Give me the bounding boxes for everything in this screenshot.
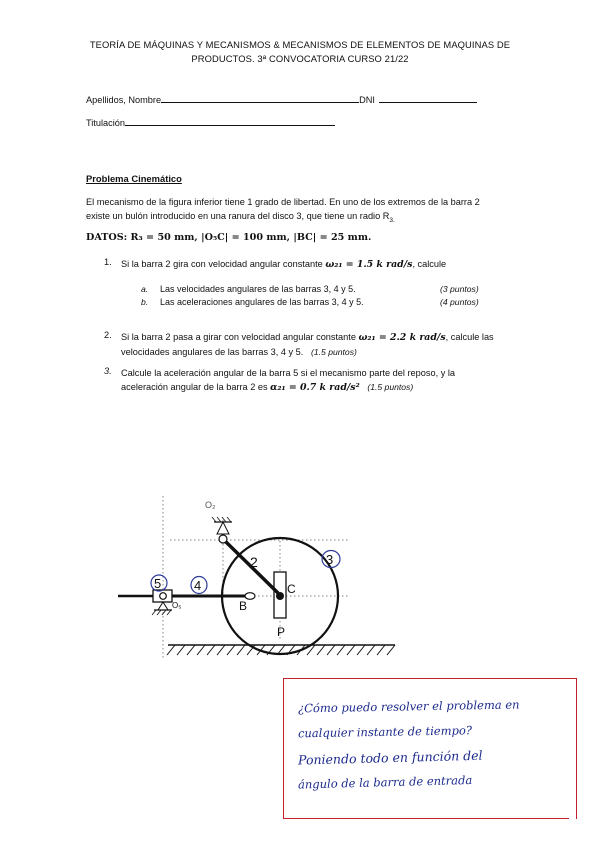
problem-data: DATOS: R₃ = 50 mm, |O₅C| = 100 mm, |BC| = 25 mm. — [86, 232, 372, 243]
q3-points: (1.5 puntos) — [367, 382, 414, 392]
q1b-text: Las aceleraciones angulares de las barras 3, 4 y 5. — [160, 297, 364, 307]
q3-text: Calcule la aceleración angular de la barra 5 si el mecanismo parte del reposo, y la aceleración angular de la barra 2 es α₂₁ = 0.7 k rad/s² (1.5 puntos) — [121, 368, 455, 393]
q1a-text: Las velocidades angulares de las barras 3, 4 y 5. — [160, 284, 356, 294]
label-p: P — [277, 625, 286, 639]
label-o5: O₅ — [172, 601, 182, 610]
name-label: Apellidos, Nombre — [86, 95, 162, 105]
q1-text: Si la barra 2 gira con velocidad angular constante ω₂₁ = 1.5 k rad/s, calcule — [121, 259, 447, 270]
q1-number: 1. — [104, 257, 112, 267]
handwritten-note — [298, 694, 568, 794]
q1a-letter: a. — [141, 284, 149, 294]
construction-lines — [150, 496, 348, 660]
q3-number: 3. — [104, 366, 112, 376]
dni-label: DNI — [359, 95, 375, 105]
q2-math: ω₂₁ = 2.2 k rad/s — [358, 332, 446, 343]
q1b-points: (4 puntos) — [440, 297, 479, 307]
q2-text: Si la barra 2 pasa a girar con velocidad angular constante ω₂₁ = 2.2 k rad/s, calcule las velocidades angulares de las barras 3, 4 y 5. (1.5 puntos) — [121, 332, 494, 357]
label-o2: O₂ — [205, 500, 216, 510]
note-line-1: ¿Cómo puedo resolver el problema en — [297, 697, 520, 716]
note-line-4: ángulo de la barra de entrada — [297, 772, 473, 792]
titulacion-label: Titulación — [86, 118, 125, 128]
q3-math: α₂₁ = 0.7 k rad/s² — [270, 382, 360, 393]
label-bar-4: 4 — [194, 578, 202, 593]
slider-o5 — [152, 590, 172, 615]
q2-points: (1.5 puntos) — [311, 347, 357, 357]
label-circles — [151, 551, 340, 594]
q1-math: ω₂₁ = 1.5 k rad/s — [325, 259, 413, 270]
label-bar-5: 5 — [154, 576, 162, 591]
q2-number: 2. — [104, 330, 112, 340]
intro-line-1: El mecanismo de la figura inferior tiene 1 grado de libertad. En uno de los extremos de la barra 2 — [86, 197, 480, 207]
note-box-bottom — [283, 818, 569, 819]
intro-line-2: existe un bulón introducido en una ranura del disco 3, que tiene un radio $R_{3.}$ — [86, 211, 395, 224]
q1a-points: (3 puntos) — [440, 284, 479, 294]
label-bar-2: 2 — [250, 554, 258, 570]
pivot-o2 — [212, 517, 232, 543]
pin-c — [276, 592, 284, 600]
label-b: B — [239, 599, 248, 613]
label-disc-3: 3 — [326, 552, 334, 567]
note-line-2: cualquier instante de tiempo? — [297, 723, 473, 741]
header-line-2: PRODUCTOS. 3ª CONVOCATORIA CURSO 21/22 — [191, 53, 409, 64]
problem-title: Problema Cinemático — [86, 173, 182, 184]
header-line-1: TEORÍA DE MÁQUINAS Y MECANISMOS & MECANISMOS DE ELEMENTOS DE MAQUINAS DE — [89, 39, 511, 50]
label-c: C — [287, 582, 296, 596]
q1b-letter: b. — [141, 297, 149, 307]
note-line-3: Poniendo todo en función del — [297, 747, 483, 768]
